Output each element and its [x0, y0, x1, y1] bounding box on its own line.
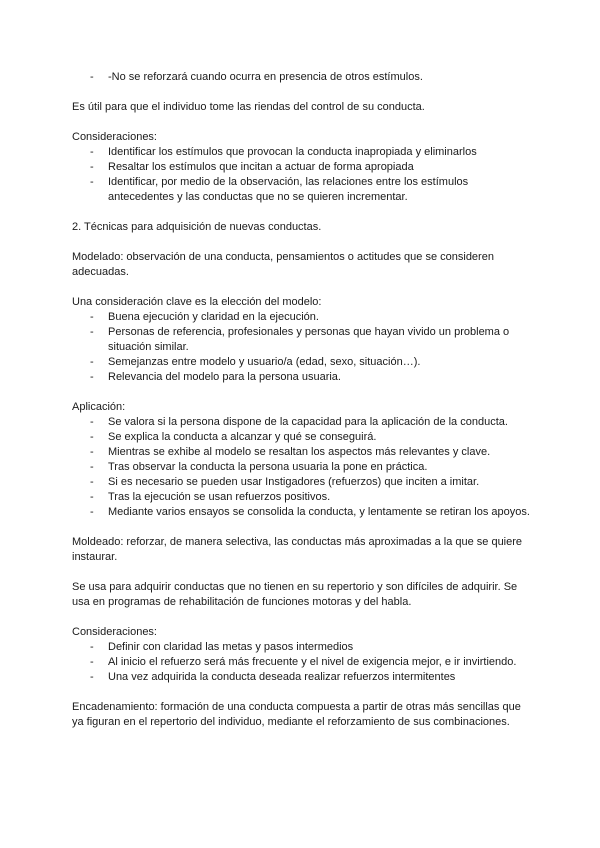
dash-bullet-icon: -: [90, 671, 94, 683]
list-item-text: Tras observar la conducta la persona usuaria la pone en práctica.: [108, 461, 428, 473]
paragraph: Consideraciones:: [72, 626, 157, 638]
paragraph: Se usa para adquirir conductas que no tienen en su repertorio y son difíciles de adquirir. Se usa en programas de rehabilitación de funciones motoras y del habla.: [72, 581, 518, 608]
list-item-text: Identificar, por medio de la observación, las relaciones entre los estímulos antecedentes y las conductas que no se quieren incrementar.: [108, 176, 469, 203]
list-item-text: -No se reforzará cuando ocurra en presencia de otros estímulos.: [108, 71, 423, 83]
dash-bullet-icon: -: [90, 311, 94, 323]
dash-bullet-icon: -: [90, 416, 94, 428]
list-item-text: Mediante varios ensayos se consolida la conducta, y lentamente se retiran los apoyos.: [108, 506, 530, 518]
bullet-list: [72, 415, 532, 520]
list-item: [72, 370, 532, 385]
list-item: [72, 640, 532, 655]
list-item: [72, 415, 532, 430]
list-item-text: Semejanzas entre modelo y usuario/a (edad, sexo, situación…).: [108, 356, 421, 368]
list-item: [72, 475, 532, 490]
dash-bullet-icon: -: [90, 146, 94, 158]
dash-bullet-icon: -: [90, 71, 94, 83]
bullet-list: [72, 640, 532, 685]
bullet-list: [72, 310, 532, 385]
paragraph-spacer: [72, 205, 532, 220]
list-item-text: Tras la ejecución se usan refuerzos positivos.: [108, 491, 331, 503]
paragraph: Una consideración clave es la elección del modelo:: [72, 296, 322, 308]
list-item: [72, 70, 532, 85]
document-page: [72, 70, 532, 730]
list-item: [72, 175, 532, 205]
dash-bullet-icon: -: [90, 641, 94, 653]
list-item-text: Definir con claridad las metas y pasos intermedios: [108, 641, 354, 653]
list-item-text: Mientras se exhibe al modelo se resaltan los aspectos más relevantes y clave.: [108, 446, 491, 458]
list-item: [72, 655, 532, 670]
list-item: [72, 145, 532, 160]
list-item-text: Buena ejecución y claridad en la ejecución.: [108, 311, 319, 323]
paragraph-spacer: [72, 520, 532, 535]
list-item-text: Resaltar los estímulos que incitan a actuar de forma apropiada: [108, 161, 414, 173]
dash-bullet-icon: -: [90, 326, 94, 338]
dash-bullet-icon: -: [90, 461, 94, 473]
list-item-text: Personas de referencia, profesionales y personas que hayan vivido un problema o situación similar.: [108, 326, 510, 353]
paragraph-spacer: [72, 235, 532, 250]
list-item: [72, 430, 532, 445]
paragraph-spacer: [72, 610, 532, 625]
list-item: [72, 670, 532, 685]
dash-bullet-icon: -: [90, 431, 94, 443]
bullet-list: [72, 70, 532, 85]
dash-bullet-icon: -: [90, 161, 94, 173]
list-item: [72, 460, 532, 475]
paragraph: Encadenamiento: formación de una conducta compuesta a partir de otras más sencillas que ya figuran en el repertorio del individuo, mediante el reforzamiento de sus combinaciones.: [72, 701, 521, 728]
paragraph: Modelado: observación de una conducta, pensamientos o actitudes que se consideren adecuadas.: [72, 251, 494, 278]
list-item: [72, 445, 532, 460]
list-item: [72, 355, 532, 370]
dash-bullet-icon: -: [90, 356, 94, 368]
paragraph-spacer: [72, 85, 532, 100]
list-item-text: Se valora si la persona dispone de la capacidad para la aplicación de la conducta.: [108, 416, 508, 428]
list-item-text: Se explica la conducta a alcanzar y qué se conseguirá.: [108, 431, 377, 443]
dash-bullet-icon: -: [90, 371, 94, 383]
list-item-text: Una vez adquirida la conducta deseada realizar refuerzos intermitentes: [108, 671, 456, 683]
list-item: [72, 490, 532, 505]
paragraph-spacer: [72, 685, 532, 700]
bullet-list: [72, 145, 532, 205]
paragraph: Aplicación:: [72, 401, 126, 413]
paragraph-spacer: [72, 280, 532, 295]
list-item-text: Al inicio el refuerzo será más frecuente y el nivel de exigencia mejor, e ir invirtiendo.: [108, 656, 517, 668]
dash-bullet-icon: -: [90, 656, 94, 668]
dash-bullet-icon: -: [90, 491, 94, 503]
list-item: [72, 505, 532, 520]
list-item-text: Relevancia del modelo para la persona usuaria.: [108, 371, 341, 383]
list-item: [72, 325, 532, 355]
list-item-text: Identificar los estímulos que provocan la conducta inapropiada y eliminarlos: [108, 146, 477, 158]
paragraph: Consideraciones:: [72, 131, 157, 143]
paragraph-spacer: [72, 565, 532, 580]
list-item: [72, 160, 532, 175]
paragraph-spacer: [72, 115, 532, 130]
paragraph-spacer: [72, 385, 532, 400]
paragraph: 2. Técnicas para adquisición de nuevas conductas.: [72, 221, 322, 233]
list-item: [72, 310, 532, 325]
list-item-text: Si es necesario se pueden usar Instigadores (refuerzos) que inciten a imitar.: [108, 476, 480, 488]
paragraph: Es útil para que el individuo tome las riendas del control de su conducta.: [72, 101, 425, 113]
dash-bullet-icon: -: [90, 506, 94, 518]
dash-bullet-icon: -: [90, 476, 94, 488]
dash-bullet-icon: -: [90, 176, 94, 188]
paragraph: Moldeado: reforzar, de manera selectiva, las conductas más aproximadas a la que se quiere instaurar.: [72, 536, 523, 563]
dash-bullet-icon: -: [90, 446, 94, 458]
